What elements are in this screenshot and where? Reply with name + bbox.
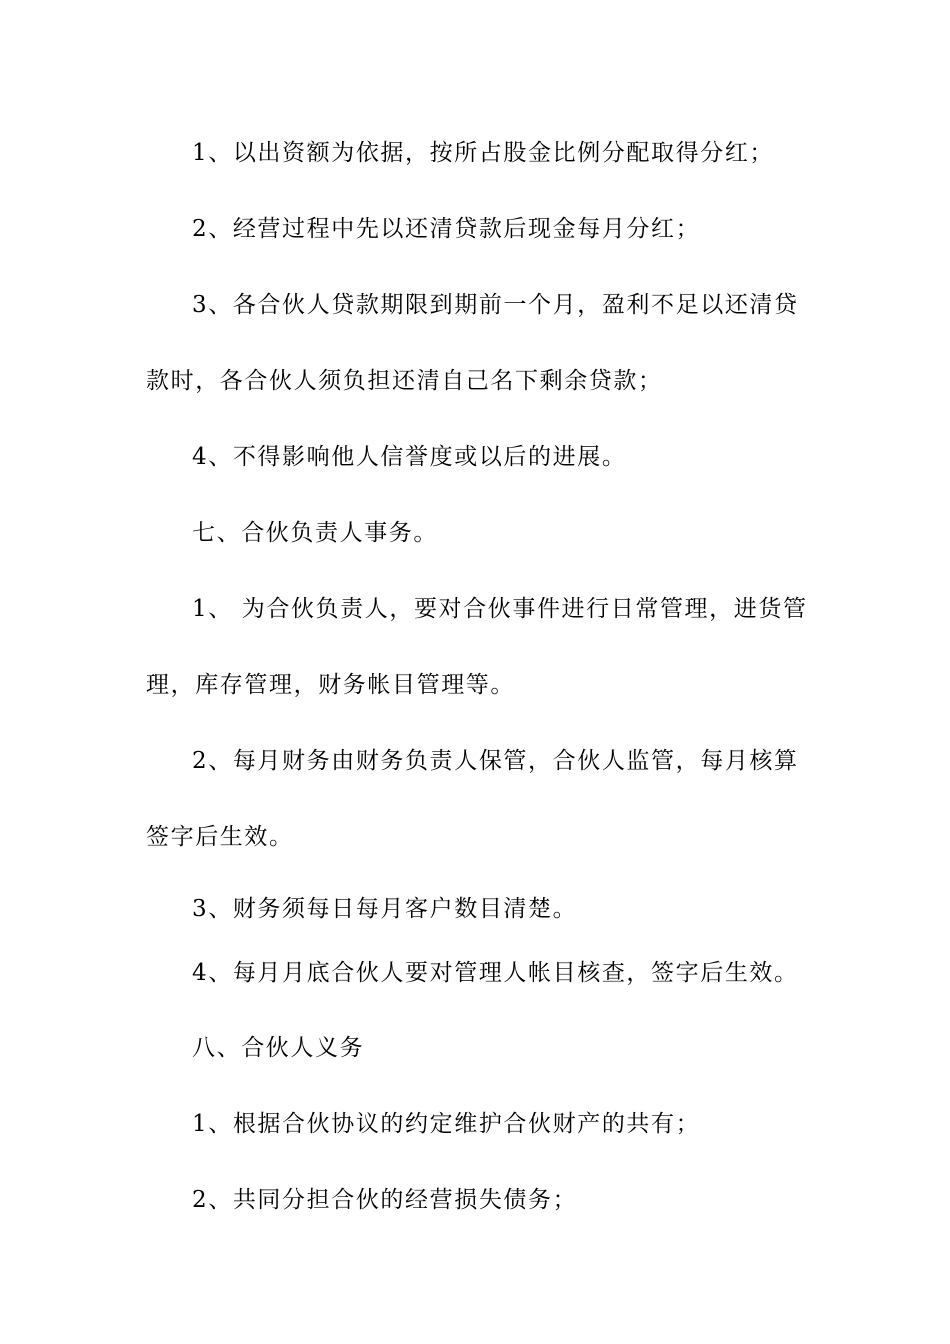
paragraph-manager-2: 2、每月财务由财务负责人保管，合伙人监管，每月核算签字后生效。	[146, 748, 799, 850]
section-heading-7: 七、合伙负责人事务。	[192, 520, 438, 546]
paragraph-manager-4: 4、每月月底合伙人要对管理人帐目核查，签字后生效。	[192, 960, 799, 986]
paragraph-manager-1: 1、 为合伙负责人，要对合伙事件进行日常管理，进货管理，库存管理，财务帐目管理等。	[146, 596, 808, 698]
paragraph-manager-3: 3、财务须每日每月客户数目清楚。	[192, 896, 578, 922]
paragraph-profit-4: 4、不得影响他人信誉度或以后的进展。	[192, 444, 627, 470]
paragraph-profit-2: 2、经营过程中先以还清贷款后现金每月分红；	[192, 216, 701, 242]
paragraph-profit-1: 1、以出资额为依据，按所占股金比例分配取得分红；	[192, 140, 775, 166]
paragraph-duty-2: 2、共同分担合伙的经营损失债务；	[192, 1187, 578, 1213]
paragraph-duty-1: 1、根据合伙协议的约定维护合伙财产的共有；	[192, 1111, 701, 1137]
section-heading-8: 八、合伙人义务	[192, 1035, 365, 1061]
paragraph-profit-3: 3、各合伙人贷款期限到期前一个月，盈利不足以还清贷款时，各合伙人须负担还清自己名下剩余贷款；	[146, 292, 799, 394]
